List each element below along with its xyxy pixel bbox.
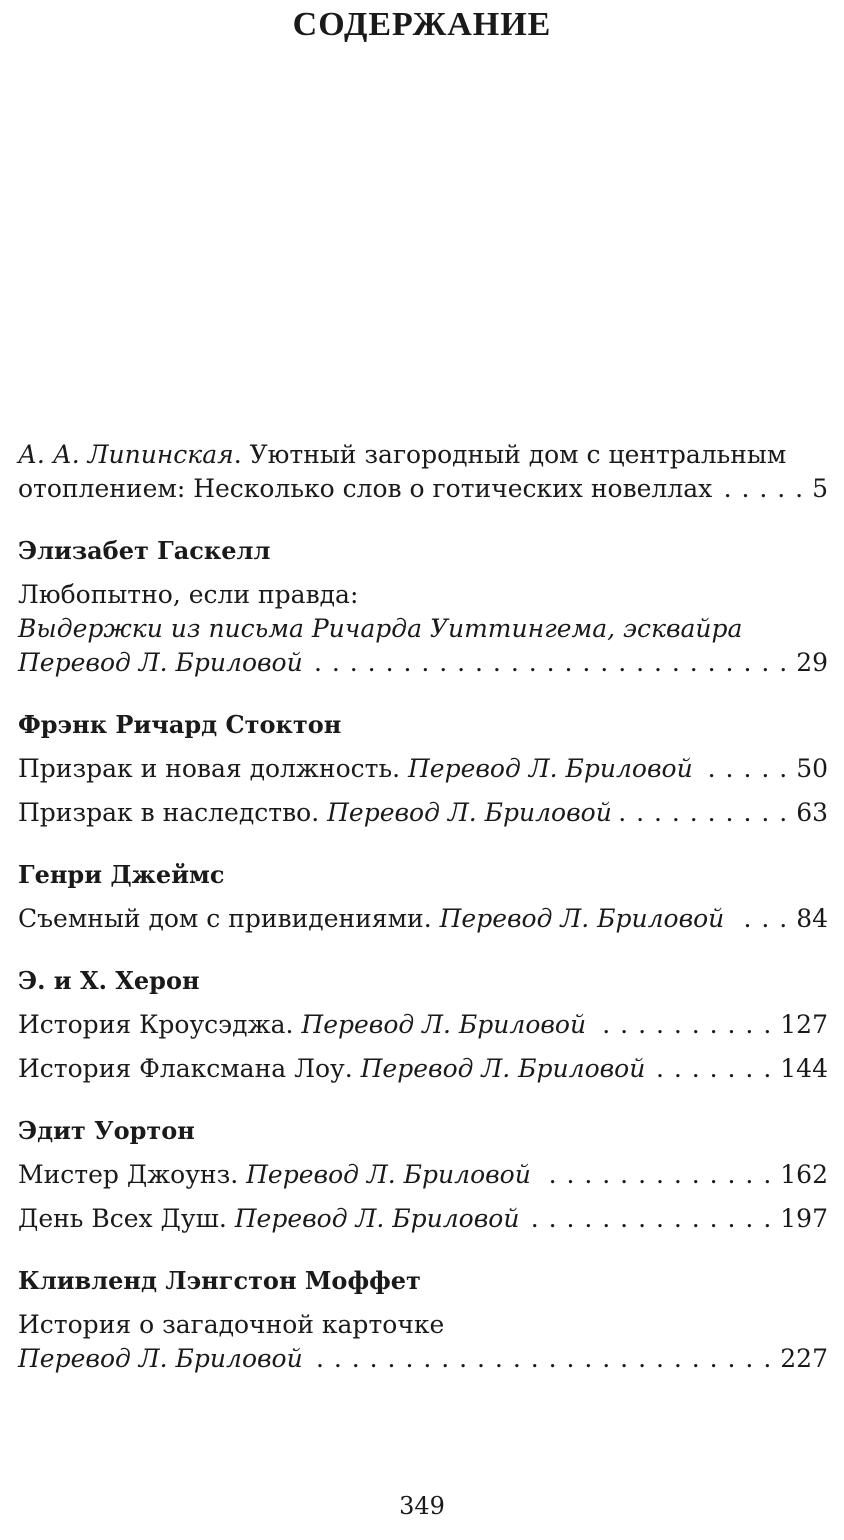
section-author: Генри Джеймс — [18, 860, 225, 889]
entry-author: А. А. Липинская — [18, 440, 234, 469]
page-number: 84 — [796, 904, 828, 933]
toc-entry — [18, 578, 828, 680]
toc-line — [18, 646, 828, 680]
toc-line — [18, 578, 828, 612]
toc-entry — [18, 1308, 828, 1376]
toc-entry — [18, 796, 828, 830]
entry-translator: Перевод Л. Бриловой — [439, 904, 725, 933]
entry-translator: Перевод Л. Бриловой — [246, 1160, 531, 1189]
entry-translator: Перевод Л. Бриловой — [18, 1344, 303, 1373]
toc-entry — [18, 1202, 828, 1236]
dot-leader — [311, 646, 788, 680]
page-number: 50 — [796, 754, 828, 783]
page-number: 63 — [796, 798, 828, 827]
page-number: 144 — [780, 1054, 828, 1083]
toc-line — [18, 752, 828, 786]
toc-line — [18, 1308, 828, 1342]
page-number: 29 — [796, 648, 828, 677]
entry-title: История Кроусэджа. — [18, 1010, 294, 1039]
toc-line — [18, 1202, 828, 1236]
dot-leader — [527, 1202, 772, 1236]
toc-entry — [18, 902, 828, 936]
section-author: Эдит Уортон — [18, 1116, 195, 1145]
dot-leader — [701, 752, 789, 786]
entry-translator: Перевод Л. Бриловой — [327, 798, 612, 827]
toc-entry — [18, 752, 828, 786]
entry-title: История о загадочной карточке — [18, 1310, 445, 1339]
toc-line — [18, 1052, 828, 1086]
entry-subtitle: Выдержки из письма Ричарда Уиттингема, эсквайра — [18, 614, 743, 643]
toc-line — [18, 438, 828, 472]
toc-entry — [18, 1008, 828, 1042]
toc-entry — [18, 1158, 828, 1192]
entry-title: Съемный дом с привидениями. — [18, 904, 432, 933]
page-number: 162 — [780, 1160, 828, 1189]
toc-line — [18, 472, 828, 506]
dot-leader — [720, 472, 804, 506]
toc-line — [18, 612, 828, 646]
entry-translator: Перевод Л. Бриловой — [18, 648, 303, 677]
toc-entry — [18, 1052, 828, 1086]
section-author: Элизабет Гаскелл — [18, 536, 271, 565]
toc-line — [18, 1342, 828, 1376]
page-number: 5 — [812, 474, 828, 503]
dot-leader — [311, 1342, 773, 1376]
toc-line — [18, 902, 828, 936]
section-author: Кливленд Лэнгстон Моффет — [18, 1266, 421, 1295]
entry-title: Призрак в наследство. — [18, 798, 320, 827]
dot-leader — [539, 1158, 772, 1192]
toc-entry-intro — [18, 438, 828, 506]
entry-translator: Перевод Л. Бриловой — [301, 1010, 587, 1039]
dot-leader — [620, 796, 788, 830]
dot-leader — [594, 1008, 772, 1042]
page-number: 127 — [780, 1010, 828, 1039]
page-number: 197 — [780, 1204, 828, 1233]
toc-line — [18, 1158, 828, 1192]
entry-title: День Всех Душ. — [18, 1204, 227, 1233]
page-folio: 349 — [399, 1492, 445, 1520]
toc-line — [18, 1008, 828, 1042]
entry-translator: Перевод Л. Бриловой — [360, 1054, 646, 1083]
entry-title-part2: отоплением: Несколько слов о готических новеллах — [18, 474, 713, 503]
entry-title: Призрак и новая должность. — [18, 754, 401, 783]
entry-title: Мистер Джоунз. — [18, 1160, 239, 1189]
table-of-contents — [18, 438, 828, 1386]
dot-leader — [653, 1052, 772, 1086]
page-title: СОДЕРЖАНИЕ — [292, 6, 552, 43]
entry-translator: Перевод Л. Бриловой — [234, 1204, 520, 1233]
toc-line — [18, 796, 828, 830]
page-number: 227 — [780, 1344, 828, 1373]
dot-leader — [732, 902, 788, 936]
entry-title-part1: . Уютный загородный дом с центральным — [233, 440, 787, 469]
entry-translator: Перевод Л. Бриловой — [407, 754, 693, 783]
section-author: Э. и Х. Херон — [18, 966, 200, 995]
entry-title: История Флаксмана Лоу. — [18, 1054, 353, 1083]
entry-title: Любопытно, если правда: — [18, 580, 359, 609]
section-author: Фрэнк Ричард Стоктон — [18, 710, 342, 739]
